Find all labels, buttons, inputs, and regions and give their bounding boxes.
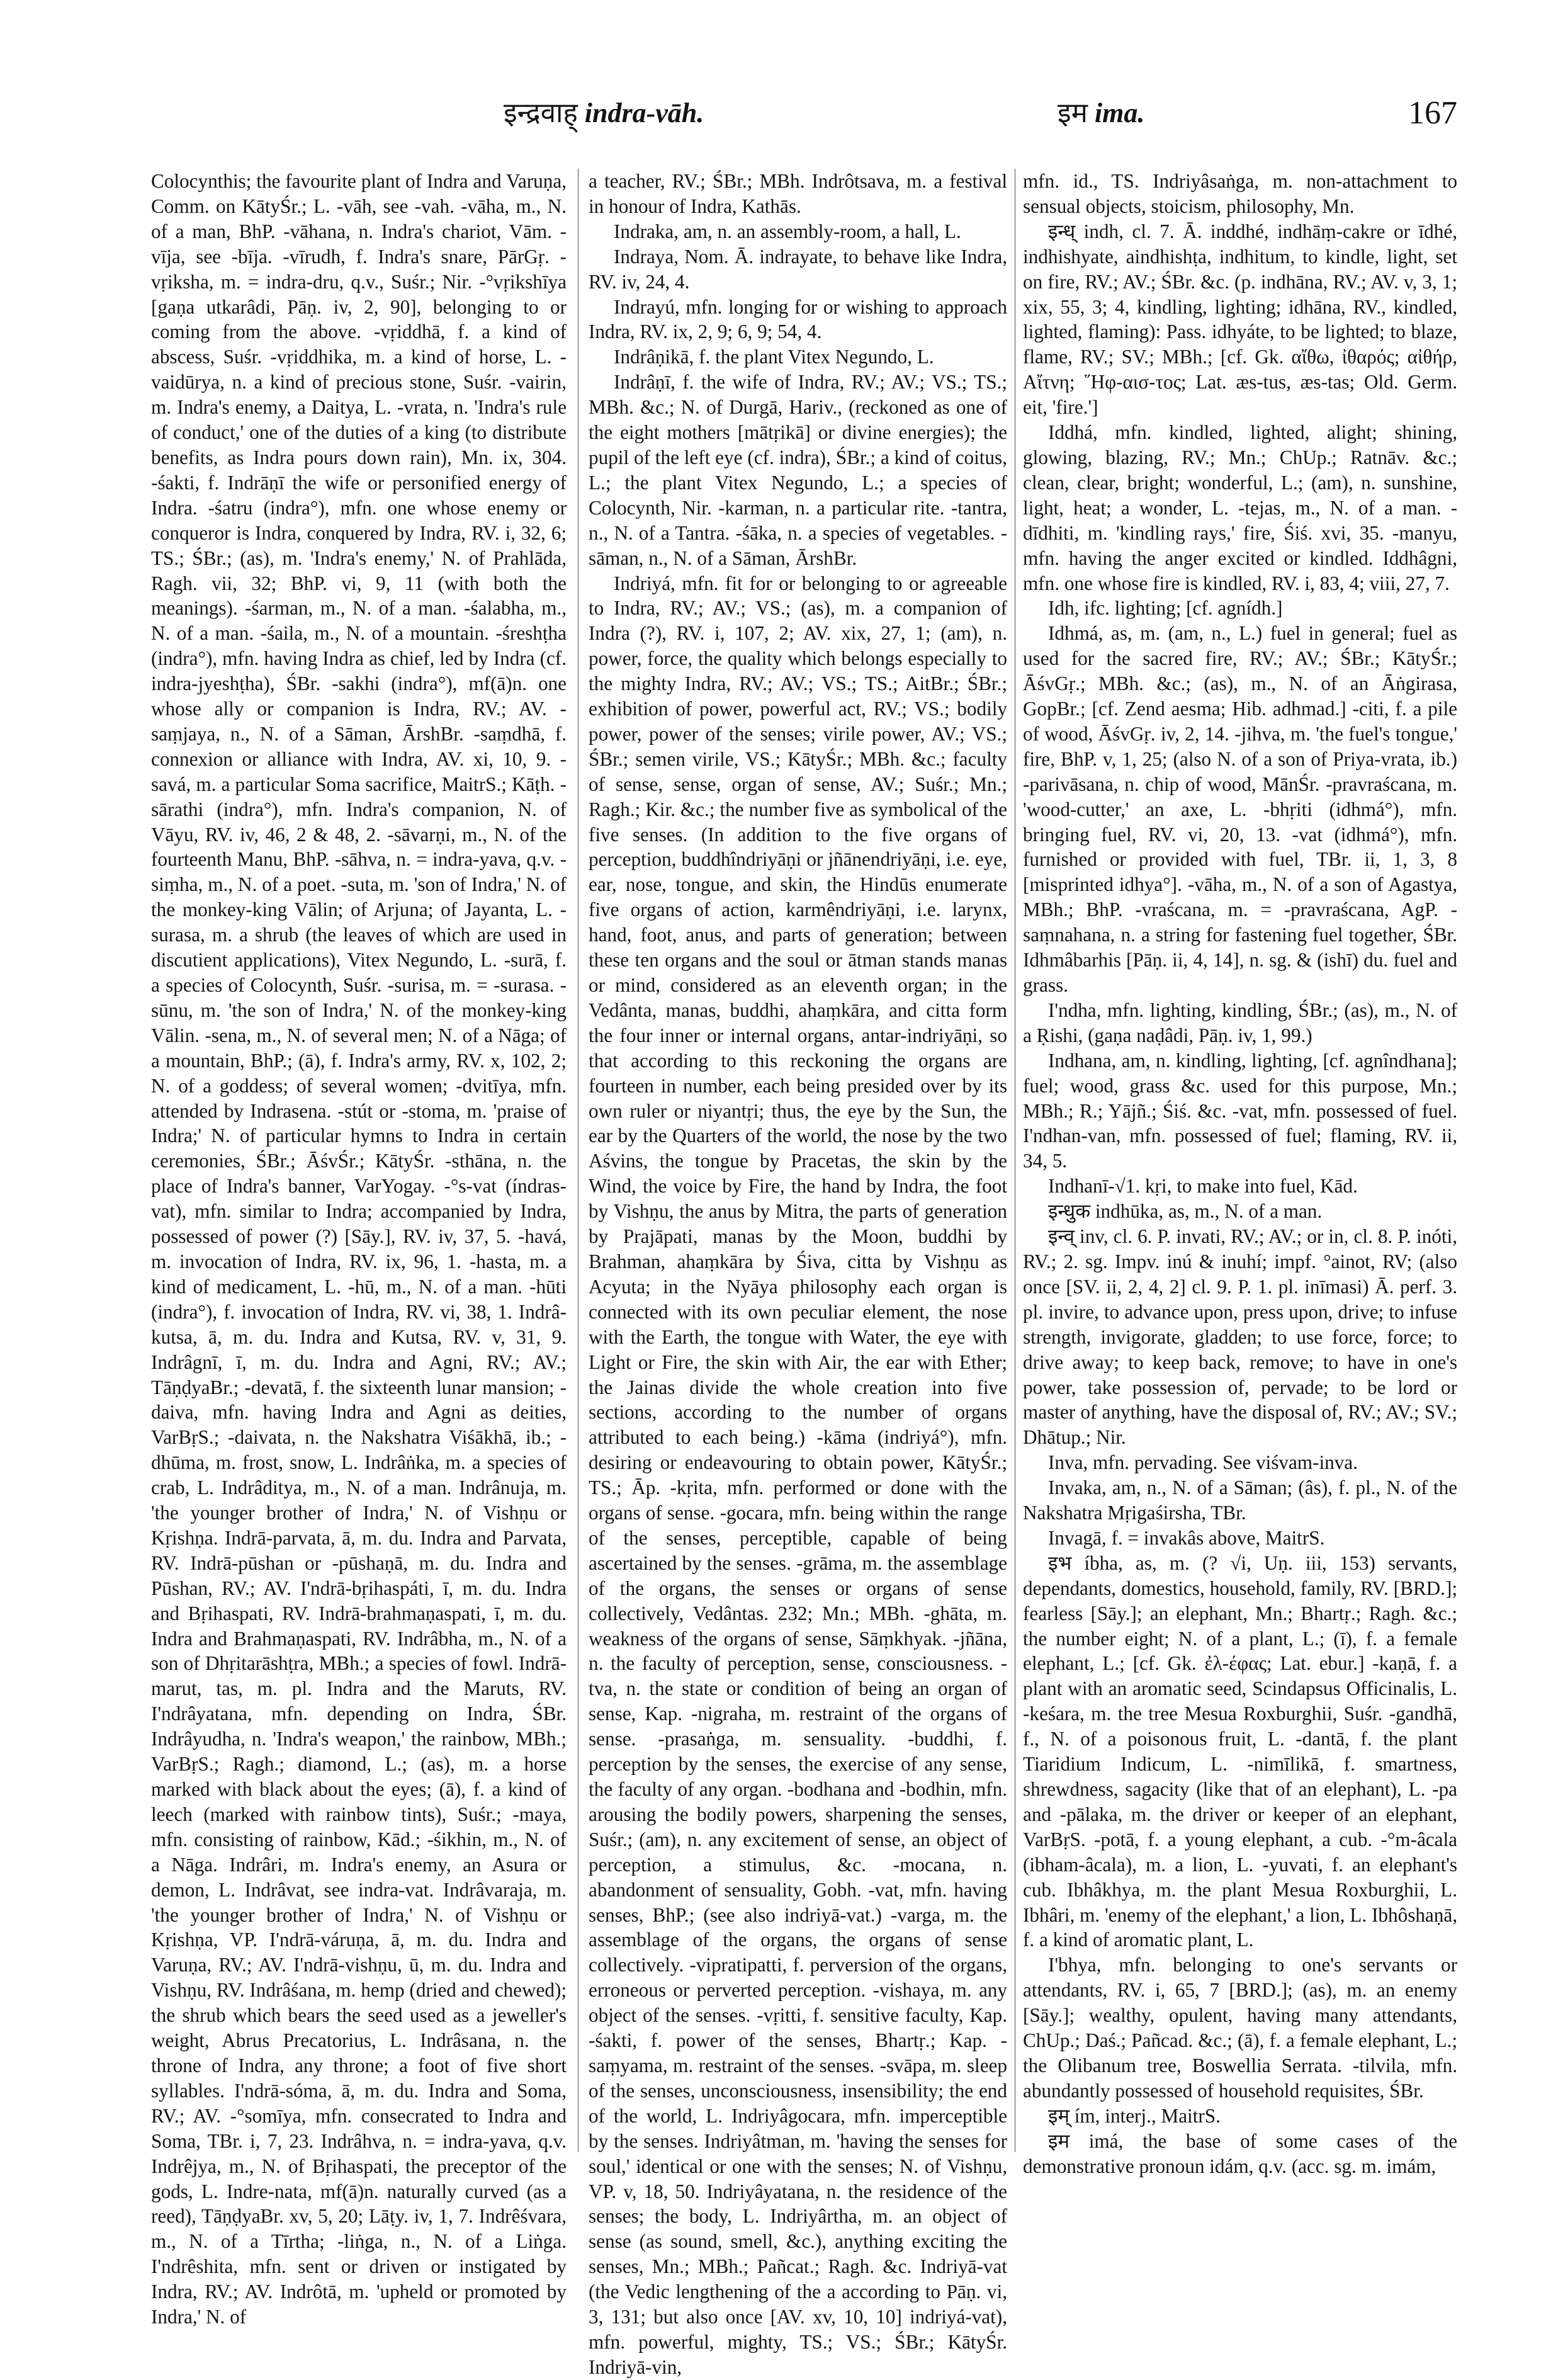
dictionary-entry: a teacher, RV.; ŚBr.; MBh. Indrôtsava, m. a festival in honour of Indra, Kathās. [589,170,1007,217]
dictionary-entry: Indraya, Nom. Ā. indrayate, to behave like Indra, RV. iv, 24, 4. [589,245,1007,293]
dictionary-entry: Inva, mfn. pervading. See viśvam-inva. [1048,1451,1358,1474]
header-center-headword [1058,94,1144,132]
dictionary-entry: इम imá, the base of some cases of the demonstrative pronoun idám, q.v. (acc. sg. m. imám, [1023,2129,1457,2177]
dictionary-entry: Indraka, am, n. an assembly-room, a hall, L. [614,220,961,242]
dictionary-entry: इन्धुक indhūka, as, m., N. of a man. [1048,1200,1323,1223]
dictionary-entry: Invaka, am, n., N. of a Sāman; (âs), f. pl., N. of the Nakshatra Mṛigaśirsha, TBr. [1023,1476,1457,1524]
dictionary-entry: mfn. id., TS. Indriyâsaṅga, m. non-attachment to sensual objects, stoicism, philosophy, Mn. [1023,170,1457,217]
header-center-devanagari: इम [1058,97,1088,129]
column-divider [578,169,579,2152]
dictionary-entry: Iddhá, mfn. kindled, lighted, alight; shining, glowing, blazing, RV.; Mn.; ChUp.; Ratnāv. &c.; clean, clear, bright; wonderful, L.; (am), n. sunshine, light, heat; a wonder, L. -tejas, m., N. of a man. -dīdhiti, m. 'kindling rays,' fire, Śiś. xvi, 35. -manyu, mfn. having the anger excited or kindled. Iddhâgni, mfn. one whose fire is kindled, RV. i, 83, 4; viii, 27, 7. [1023,421,1457,594]
dictionary-entry: Idh, ifc. lighting; [cf. agnídh.] [1048,597,1283,620]
page-number: 167 [1408,95,1457,131]
dictionary-entry: Indhana, am, n. kindling, lighting, [cf. agnîndhana]; fuel; wood, grass &c. used for this purpose, Mn.; MBh.; R.; Yājñ.; Śiś. &c. -vat, mfn. possessed of fuel. I'ndhan-van, mfn. possessed of fuel; flaming, RV. ii, 34, 5. [1023,1049,1457,1172]
dictionary-entry: Indrâṇikā, f. the plant Vitex Negundo, L. [614,346,934,368]
dictionary-entry: इन्ध् indh, cl. 7. Ā. inddhé, indhāṃ-cakre or īdhé, indhishyate, aindhishṭa, indhitum, to kindle, light, set on fire, RV.; AV.; ŚBr. &c. (p. indhāna, RV.; AV. v, 3, 1; xix, 55, 3; 4, kindling, lighting; idhāna, RV., kindled, lighted, flaming): Pass. idhyáte, to be lighted; to blaze, flame, RV.; SV.; MBh.; [cf. Gk. αἴθω, ἰθαρός; αἰθήρ, Αἴτνη; ῞Ηφ-αισ-τος; Lat. æs-tus, æs-tas; Old. Germ. eit, 'fire.'] [1023,220,1457,419]
running-header [151,94,1457,157]
header-center-roman: ima. [1094,98,1145,128]
header-left-headword [504,94,704,132]
dictionary-entry: Indriyá, mfn. fit for or belonging to or agreeable to Indra, RV.; AV.; VS.; (as), m. a companion of Indra (?), RV. i, 107, 2; AV. xix, 27, 1; (am), n. power, force, the quality which belongs especially to the mighty Indra, RV.; AV.; VS.; TS.; AitBr.; ŚBr.; exhibition of power, powerful act, RV.; VS.; bodily power, power of the senses; virile power, AV.; VS.; ŚBr.; semen virile, VS.; KātyŚr.; MBh. &c.; faculty of sense, sense, organ of sense, AV.; Suśr.; Mn.; Ragh.; Kir. &c.; the number five as symbolical of the five senses. (In addition to the five organs of perception, buddhîndriyāṇi or jñānendriyāṇi, i.e. eye, ear, nose, tongue, and skin, the Hindūs enumerate five organs of action, karmêndriyāṇi, i.e. larynx, hand, foot, anus, and parts of generation; between these ten organs and the soul or ātman stands manas or mind, considered as an eleventh organ; in the Vedânta, manas, buddhi, ahaṃkāra, and citta form the four inner or internal organs, antar-indriyāṇi, so that according to this reckoning the organs are fourteen in number, each being presided over by its own ruler or niyantṛi; thus, the eye by the Sun, the ear by the Quarters of the world, the nose by the two Aśvins, the tongue by Pracetas, the skin by the Wind, the voice by Fire, the hand by Indra, the foot by Vishṇu, the anus by Mitra, the parts of generation by Prajāpati, manas by the Moon, buddhi by Brahman, ahaṃkāra by Śiva, citta by Vishṇu as Acyuta; in the Nyāya philosophy each organ is connected with its own peculiar element, the nose with the Earth, the tongue with Water, the eye with Light or Fire, the skin with Air, the ear with Ether; the Jainas divide the whole creation into five sections, according to the number of organs attributed to each being.) -kāma (indriyá°), mfn. desiring or endeavouring to obtain power, KātyŚr.; TS.; Āp. -kṛita, mfn. performed or done with the organs of sense. -gocara, mfn. being within the range of the senses, perceptible, capable of being ascertained by the senses. -grāma, m. the assemblage of the organs, the senses or organs of sense collectively, Vedântas. 232; Mn.; MBh. -ghāta, m. weakness of the organs of sense, Sāṃkhyak. -jñāna, n. the faculty of perception, sense, consciousness. -tva, n. the state or condition of being an organ of sense, Kap. -nigraha, m. restraint of the organs of sense. -prasaṅga, m. sensuality. -buddhi, f. perception by the senses, the exercise of any sense, the faculty of any organ. -bodhana and -bodhin, mfn. arousing the bodily powers, sharpening the senses, Suśr.; (am), n. any excitement of sense, an object of perception, a stimulus, &c. -mocana, n. abandonment of sensuality, Gobh. -vat, mfn. having senses, BhP.; (see also indriyā-vat.) -varga, m. the assemblage of the organs, the organs of sense collectively. -vipratipatti, f. perversion of the organs, erroneous or perverted perception. -vishaya, m. any object of the senses. -vṛitti, f. sensitive faculty, Kap. -śakti, f. power of the senses, Bhartṛ.; Kap. -saṃyama, m. restraint of the senses. -svāpa, m. sleep of the senses, unconsciousness, insensibility; the end of the world, L. Indriyâgocara, mfn. imperceptible by the senses. Indriyâtman, m. 'having the senses for soul,' identical or one with the senses; N. of Vishṇu, VP. v, 18, 50. Indriyâyatana, n. the residence of the senses; the body, L. Indriyârtha, m. an object of sense (as sound, smell, &c.), anything exciting the senses, Mn.; MBh.; Pañcat.; Ragh. &c. Indriyā-vat (the Vedic lengthening of the a according to Pāṇ. vi, 3, 131; but also once [AV. xv, 10, 10] indriyá-vat), mfn. powerful, mighty, TS.; VS.; ŚBr.; KātyŚr. Indriyā-vin, [589,572,1007,2378]
dictionary-entry: Idhmá, as, m. (am, n., L.) fuel in general; fuel as used for the sacred fire, RV.; AV.; ŚBr.; KātyŚr.; ĀśvGṛ.; MBh. &c.; (as), m., N. of an Āṅgirasa, GopBr.; [cf. Zend aesma; Hib. adhmad.] -citi, f. a pile of wood, ĀśvGṛ. iv, 2, 14. -jihva, m. 'the fuel's tongue,' fire, BhP. v, 1, 25; (also N. of a son of Priya-vrata, ib.) -parivāsana, n. chip of wood, MānŚr. -pravraścana, m. 'wood-cutter,' an axe, L. -bhṛiti (idhmá°), mfn. bringing fuel, RV. vi, 20, 13. -vat (idhmá°), mfn. furnished or provided with fuel, TBr. ii, 1, 3, 8 [misprinted idhya°]. -vāha, m., N. of a son of Agastya, MBh.; BhP. -vraścana, m. = -pravraścana, AgP. -saṃnahana, n. a string for fastening fuel together, ŚBr. Idhmâbarhis [Pāṇ. ii, 4, 14], n. sg. & (ishī) du. fuel and grass. [1023,622,1457,996]
dictionary-entry: Indrayú, mfn. longing for or wishing to approach Indra, RV. ix, 2, 9; 6, 9; 54, 4. [589,295,1007,343]
dictionary-entry: इन्व् inv, cl. 6. P. invati, RV.; AV.; or in, cl. 8. P. inóti, RV.; 2. sg. Impv. inú & inuhí; impf. °ainot, RV; (also once [SV. ii, 2, 4, 2] cl. 9. P. 1. pl. inīmasi) Ā. perf. 3. pl. invire, to advance upon, press upon, drive; to infuse strength, invigorate, gladden; to use force, force; to drive away; to keep back, remove; to have in one's power, take possession of, pervade; to be lord or master of anything, have the disposal of, RV.; AV.; SV.; Dhātup.; Nir. [1023,1225,1457,1449]
column-2 [589,169,1007,2378]
column-3 [1023,169,1457,2177]
column-1 [151,169,567,2328]
dictionary-entry: I'bhya, mfn. belonging to one's servants or attendants, RV. i, 65, 7 [BRD.]; (as), m. an enemy [Sāy.]; wealthy, opulent, having many attendants, ChUp.; Daś.; Pañcad. &c.; (ā), f. a female elephant, L.; the Olibanum tree, Boswellia Serrata. -tilvila, mfn. abundantly possessed of household requisites, ŚBr. [1023,1954,1457,2102]
dictionary-entry: इम् ím, interj., MaitrS. [1048,2104,1221,2127]
dictionary-entry: I'ndha, mfn. lighting, kindling, ŚBr.; (as), m., N. of a Ṛishi, (gaṇa naḍâdi, Pāṇ. iv, 1, 99.) [1023,999,1457,1046]
dictionary-entry: Indrâṇī, f. the wife of Indra, RV.; AV.; VS.; TS.; MBh. &c.; N. of Durgā, Hariv., (reckoned as one of the eight mothers [mātṛikā] or divine energies); the pupil of the left eye (cf. indra), ŚBr.; a kind of coitus, L.; the plant Vitex Negundo, L.; a species of Colocynth, Nir. -karman, n. a particular rite. -tantra, n., N. of a Tantra. -śāka, n. a species of vegetables. -sāman, n., N. of a Sāman, ĀrshBr. [589,371,1007,569]
header-left-devanagari: इन्द्रवाह् [504,97,578,129]
dictionary-entry: Colocynthis; the favourite plant of Indra and Varuṇa, Comm. on KātyŚr.; L. -vāh, see -vah. -vāha, m., N. of a man, BhP. -vāhana, n. Indra's chariot, Vām. -vīja, see -bīja. -vīrudh, f. Indra's snare, PārGṛ. -vṛiksha, m. = indra-dru, q.v., Suśr.; Nir. -°vṛikshīya [gaṇa utkarâdi, Pāṇ. iv, 2, 90], belonging to or coming from the above. -vṛiddhā, f. a kind of abscess, Suśr. -vṛiddhika, m. a kind of horse, L. -vaidūrya, n. a kind of precious stone, Suśr. -vairin, m. Indra's enemy, a Daitya, L. -vrata, n. 'Indra's rule of conduct,' one of the duties of a king (to distribute benefits, as Indra pours down rain), Mn. ix, 304. -śakti, f. Indrāṇī the wife or personified energy of Indra. -śatru (indra°), mfn. one whose enemy or conqueror is Indra, conquered by Indra, RV. i, 32, 6; TS.; ŚBr.; (as), m. 'Indra's enemy,' N. of Prahlāda, Ragh. vii, 32; BhP. vi, 9, 11 (with both the meanings). -śarman, m., N. of a man. -śalabha, m., N. of a man. -śaila, m., N. of a mountain. -śreshṭha (indra°), mfn. having Indra as chief, led by Indra (cf. indra-jyeshṭha), ŚBr. -sakhi (indra°), mf(ā)n. one whose ally or companion is Indra, RV.; AV. -saṃjaya, n., N. of a Sāman, ĀrshBr. -saṃdhā, f. connexion or alliance with Indra, AV. xi, 10, 9. -savá, m. a particular Soma sacrifice, MaitrS.; Kāṭh. -sārathi (indra°), mfn. Indra's companion, N. of Vāyu, RV. iv, 46, 2 & 48, 2. -sāvarṇi, m., N. of the fourteenth Manu, BhP. -sāhva, n. = indra-yava, q.v. -siṃha, m., N. of a poet. -suta, m. 'son of Indra,' N. of the monkey-king Vālin; of Arjuna; of Jayanta, L. -surasa, m. a shrub (the leaves of which are used in discutient applications), Vitex Negundo, L. -surā, f. a species of Colocynth, Suśr. -surisa, m. = -surasa. -sūnu, m. 'the son of Indra,' N. of the monkey-king Vālin. -sena, m., N. of several men; N. of a Nāga; of a mountain, BhP.; (ā), f. Indra's army, RV. x, 102, 2; N. of a goddess; of several women; -dvitīya, mfn. attended by Indrasena. -stút or -stoma, m. 'praise of Indra;' N. of particular hymns to Indra in certain ceremonies, ŚBr.; ĀśvŚr.; KātyŚr. -sthāna, n. the place of Indra's banner, VarYogay. -°s-vat (índras-vat), mfn. similar to Indra; accompanied by Indra, possessed of power (?) [Sāy.], RV. iv, 37, 5. -havá, m. invocation of Indra, RV. ix, 96, 1. -hasta, m. a kind of medicament, L. -hū, m., N. of a man. -hūti (indra°), f. invocation of Indra, RV. vi, 38, 1. Indrâ-kutsa, ā, m. du. Indra and Kutsa, RV. v, 31, 9. Indrâgnī, ī, m. du. Indra and Agni, RV.; AV.; TāṇḍyaBr.; -devatā, f. the sixteenth lunar mansion; -daiva, mfn. having Indra and Agni as deities, VarBṛS.; -daivata, n. the Nakshatra Viśākhā, ib.; -dhūma, m. frost, snow, L. Indrâṅka, m. a species of crab, L. Indrâditya, m., N. of a man. Indrânuja, m. 'the younger brother of Indra,' N. of Vishṇu or Kṛishṇa. Indrā-parvata, ā, m. du. Indra and Parvata, RV. Indrā-pūshan or -pūshaṇā, m. du. Indra and Pūshan, RV.; AV. I'ndrā-bṛihaspáti, ī, m. du. Indra and Bṛihaspati, RV. Indrā-brahmaṇaspati, ī, m. du. Indra and Brahmaṇaspati, RV. Indrâbha, m., N. of a son of Dhṛitarāshṭra, MBh.; a species of fowl. Indrā-marut, tas, m. pl. Indra and the Maruts, RV. I'ndrâyatana, mfn. depending on Indra, ŚBr. Indrâyudha, n. 'Indra's weapon,' the rainbow, MBh.; VarBṛS.; Ragh.; diamond, L.; (as), m. a horse marked with black about the eyes; (ā), f. a kind of leech (marked with rainbow tints), Suśr.; -maya, mfn. consisting of rainbow, Kād.; -śikhin, m., N. of a Nāga. Indrâri, m. Indra's enemy, an Asura or demon, L. Indrâvat, see indra-vat. Indrâvaraja, m. 'the younger brother of Indra,' N. of Vishṇu or Kṛishṇa, VP. I'ndrā-váruṇa, ā, m. du. Indra and Varuṇa, RV.; AV. I'ndrā-vishṇu, ū, m. du. Indra and Vishṇu, RV. Indrâśana, m. hemp (dried and chewed); the shrub which bears the seed used as a jeweller's weight, Abrus Precatorius, L. Indrâsana, n. the throne of Indra, any throne; a foot of five short syllables. I'ndrā-sóma, ā, m. du. Indra and Soma, RV.; AV. -°somīya, mfn. consecrated to Indra and Soma, TBr. i, 7, 23. Indrâhva, n. = indra-yava, q.v. Indrêjya, m., N. of Bṛihaspati, the preceptor of the gods, L. Indre-nata, mf(ā)n. naturally curved (as a reed), TāṇḍyaBr. xv, 5, 20; Lāṭy. iv, 1, 7. Indrêśvara, m., N. of a Tīrtha; -liṅga, n., N. of a Liṅga. I'ndrêshita, mfn. sent or driven or instigated by Indra, RV.; AV. Indrôtā, m. 'upheld or promoted by Indra,' N. of [151,170,567,2328]
dictionary-entry: Indhanī-√1. kṛi, to make into fuel, Kād. [1048,1175,1358,1198]
dictionary-entry: इभ íbha, as, m. (? √i, Uṇ. iii, 153) servants, dependants, domestics, household, family, RV. [BRD.]; fearless [Sāy.]; an elephant, Mn.; Bhartṛ.; Ragh. &c.; the number eight; N. of a plant, L.; (ī), f. a female elephant, L.; [cf. Gk. ἐλ-έφας; Lat. ebur.] -kaṇā, f. a plant with an aromatic seed, Scindapsus Officinalis, L. -keśara, m. the tree Mesua Roxburghii, Suśr. -gandhā, f., N. of a poisonous fruit, L. -dantā, f. the plant Tiaridium Indicum, L. -nimīlikā, f. smartness, shrewdness, sagacity (like that of an elephant), L. -pa and -pālaka, m. the driver or keeper of an elephant, VarBṛS. -potā, f. a young elephant, a cub. -°m-âcala (ibham-âcala), m. a lion, L. -yuvati, f. an elephant's cub. Ibhâkhya, m. the plant Mesua Roxburghii, L. Ibhâri, m. 'enemy of the elephant,' a lion, L. Ibhôshaṇā, f. a kind of aromatic plant, L. [1023,1551,1457,1951]
header-left-roman: indra-vāh. [584,98,704,128]
dictionary-entry: Invagā, f. = invakâs above, MaitrS. [1048,1526,1325,1549]
